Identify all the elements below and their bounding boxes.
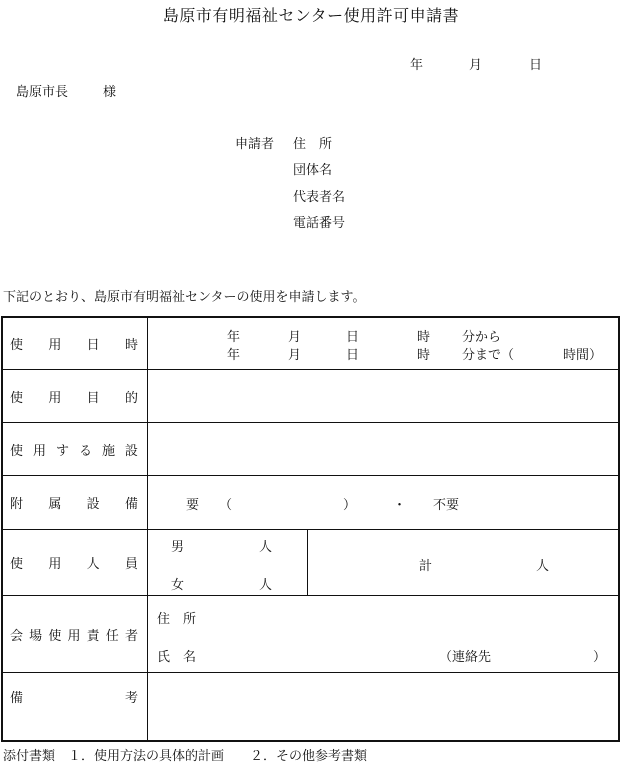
addressee-honorific: 様 (103, 85, 117, 100)
responsible-name-label: 氏 名 (157, 650, 197, 665)
row-usage-datetime-label: 使 用 日 時 (10, 338, 138, 353)
responsible-address-label: 住 所 (157, 612, 197, 627)
row-remarks-label: 備 考 (10, 690, 138, 706)
start-year: 年 (227, 330, 241, 345)
attendees-total: 計 (419, 559, 433, 574)
attendees-female-unit: 人 (259, 578, 273, 593)
date-day: 日 (529, 58, 543, 73)
equipment-separator: ・ (393, 498, 407, 513)
end-day: 日 (346, 348, 360, 363)
row-facility-label: 使 用 す る 施 設 (10, 443, 138, 459)
equipment-close-paren: ） (343, 498, 357, 513)
row-attendees-label: 使 用 人 員 (10, 557, 138, 572)
attendees-male: 男 (171, 540, 185, 555)
end-month: 月 (288, 348, 302, 363)
application-table (1, 316, 620, 742)
attendees-male-unit: 人 (259, 540, 273, 555)
row-equipment-label: 附 属 設 備 (10, 497, 138, 512)
end-year: 年 (227, 348, 241, 363)
equipment-need: 要 (186, 498, 200, 513)
start-hour: 時 (417, 330, 431, 345)
start-minute: 分から (462, 330, 502, 345)
applicant-label: 申請者 (235, 137, 275, 152)
duration-hours: 時間） (563, 348, 603, 363)
start-day: 日 (346, 330, 360, 345)
date-month: 月 (469, 58, 483, 73)
end-hour: 時 (417, 348, 431, 363)
addressee-name: 島原市長 (16, 85, 69, 100)
footer-attachments: 添付書類 １．使用方法の具体的計画 ２．その他参考書類 (3, 749, 368, 764)
applicant-representative-label: 代表者名 (293, 190, 346, 205)
applicant-group-label: 団体名 (293, 163, 333, 178)
row-responsible-label: 会 場 使 用 責 任 者 (10, 628, 138, 644)
attendees-total-unit: 人 (536, 559, 550, 574)
equipment-noneed: 不要 (433, 498, 460, 513)
applicant-address-label: 住 所 (293, 137, 333, 152)
intro-text: 下記のとおり、島原市有明福祉センターの使用を申請します。 (3, 290, 366, 305)
date-year: 年 (410, 58, 424, 73)
attendees-female: 女 (171, 578, 185, 593)
responsible-contact-close: ） (593, 650, 607, 665)
equipment-open-paren: （ (219, 498, 233, 513)
applicant-phone-label: 電話番号 (293, 216, 346, 231)
start-month: 月 (288, 330, 302, 345)
end-minute: 分まで（ (462, 348, 515, 363)
document-title: 島原市有明福祉センター使用許可申請書 (162, 6, 460, 25)
responsible-contact-label: （連絡先 (439, 650, 492, 665)
row-usage-purpose-label: 使 用 目 的 (10, 390, 138, 406)
